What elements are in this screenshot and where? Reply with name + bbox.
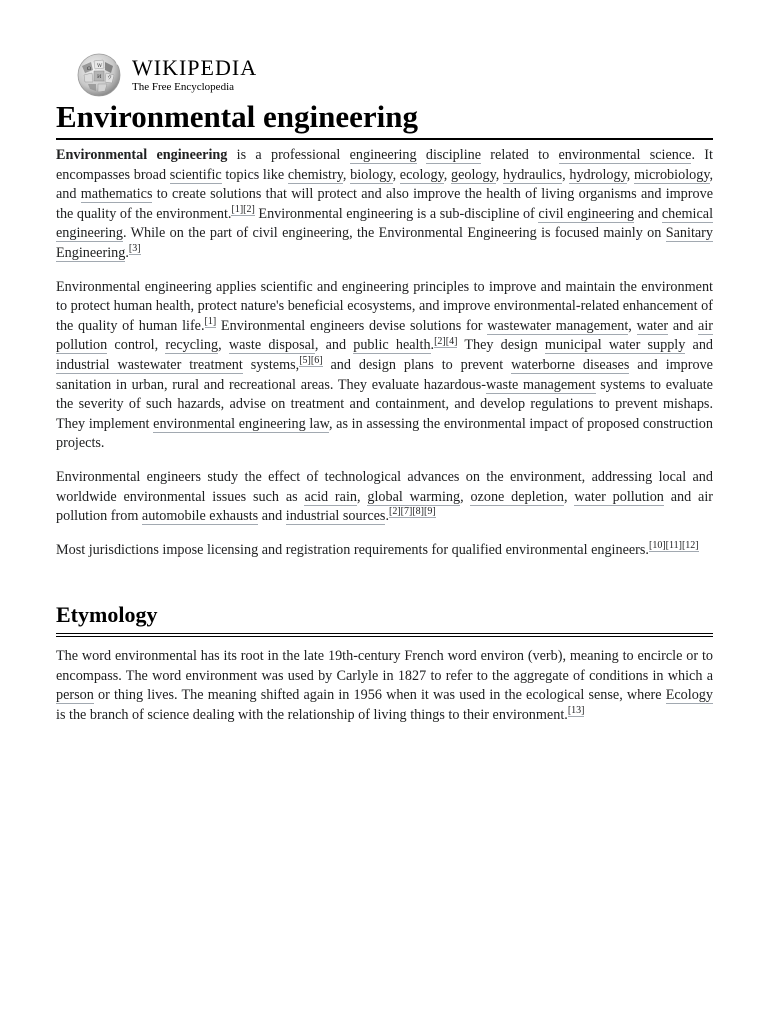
link-scientific[interactable]: scientific [169, 166, 222, 183]
citation [231, 204, 254, 216]
citation-link[interactable]: [2] [434, 335, 446, 347]
link-engineering[interactable]: engineering [349, 147, 417, 163]
paragraph-applications: Environmental engineering applies scientific and engineering principles to improve and maintain the environment to protect human health, protect nature's beneficial ecosystems, and improve environmental-related enhancement of the quality of human life.[1] Environmental engineers devise solutions for wastewater management, water and air pollution control, recycling, waste disposal, and public health.[2][4] They design municipal water supply and industrial wastewater treatment systems,[5][6] and design plans to prevent waterborne diseases and improve sanitation in urban, rural and recreational areas. They evaluate hazardous-waste management systems to evaluate the severity of such hazards, advise on treatment and containment, and develop regulations to prevent mishaps. They implement environmental engineering law, as in assessing the environmental impact of proposed construction projects. [56, 278, 714, 452]
citation-link[interactable]: [12] [681, 539, 699, 551]
article-content [56, 96, 713, 726]
citation-link[interactable]: [9] [424, 506, 436, 518]
link-environmental-engineering-law[interactable]: environmental engineering law [153, 415, 329, 432]
text: The word environmental has its root in the late 19th-century French word environ (verb), meaning to encircle or to encompass. The word environment was used by Carlyle in 1827 to refer to the aggregate of conditions in which a [56, 648, 713, 684]
link-industrial-wastewater-treatment[interactable]: industrial wastewater treatment [56, 356, 243, 373]
citation-link[interactable]: [5] [299, 355, 311, 367]
link-wastewater-management[interactable]: wastewater management [487, 317, 629, 334]
link-global-warming[interactable]: global warming [367, 488, 461, 505]
text: and air pollution from [56, 488, 714, 525]
logo-name: WIKIPEDIA [132, 55, 258, 80]
link-municipal-water-supply[interactable]: municipal water supply [544, 337, 686, 354]
text: Environmental engineering is a sub-discipline of [254, 205, 539, 222]
text: is the branch of science dealing with the relationship of living things to their environment. [56, 707, 568, 724]
link-acid-rain[interactable]: acid rain [304, 488, 357, 505]
link-waterborne-diseases[interactable]: waterborne diseases [511, 356, 630, 373]
citation [568, 705, 585, 717]
link-chemistry[interactable]: chemistry [287, 166, 343, 183]
link-mathematics[interactable]: mathematics [80, 186, 153, 203]
link-discipline[interactable]: discipline [425, 147, 482, 163]
citation [649, 540, 699, 552]
svg-text:Ω: Ω [87, 66, 92, 72]
text: . It encompasses broad [56, 147, 713, 183]
link-recycling[interactable]: recycling [165, 337, 219, 354]
citation-link[interactable]: [8] [412, 506, 425, 518]
text: and improve sanitation in urban, rural and recreational areas. They evaluate hazardous- [56, 356, 713, 393]
wikipedia-globe-icon[interactable] [74, 52, 124, 98]
link-microbiology[interactable]: microbiology [633, 166, 710, 183]
text: systems, [242, 356, 300, 373]
citation-link[interactable]: [2] [389, 506, 401, 518]
citation-link[interactable]: [3] [128, 243, 141, 255]
citation-link[interactable]: [2] [243, 204, 255, 216]
text: and [634, 205, 662, 222]
link-ozone-depletion[interactable]: ozone depletion [470, 488, 564, 505]
link-civil-engineering[interactable]: civil engineering [538, 205, 635, 222]
text: or thing lives. The meaning shifted again in 1956 when it was used in the ecological sense, where [93, 687, 666, 704]
link-automobile-exhausts[interactable]: automobile exhausts [141, 508, 259, 525]
citation [299, 355, 322, 367]
link-hydraulics[interactable]: hydraulics [503, 166, 563, 183]
citation [205, 316, 217, 328]
paragraph-licensing [56, 541, 713, 561]
link-person[interactable]: person [56, 687, 94, 704]
wikipedia-wordmark [132, 57, 257, 93]
link-industrial-sources[interactable]: industrial sources [285, 508, 386, 525]
link-sanitary-engineering[interactable]: Sanitary Engineering [56, 225, 713, 261]
citation-link[interactable]: [1] [204, 316, 217, 328]
svg-text:W: W [97, 63, 103, 69]
text: and design plans to prevent [322, 356, 512, 373]
citation-link[interactable]: [13] [567, 705, 585, 717]
link-waste-management[interactable]: waste management [486, 376, 596, 393]
citation-link[interactable]: [4] [445, 335, 458, 347]
wikipedia-header[interactable] [74, 52, 257, 98]
citation-link[interactable]: [7] [400, 506, 413, 518]
paragraph-intro: Environmental engineering is a professional engineering discipline related to environmental science. It encompasses broad scientific topics like chemistry, biology, ecology, geology, hydraulics, hydrology, microbiology, and mathematics to create solutions that will protect and also improve the health of living organisms and improve the quality of the environment.[1][2] Environmental engineering is a sub-discipline of civil engineering and chemical engineering. While on the part of civil engineering, the Environmental Engineering is focused mainly on Sanitary Engineering.[3] [56, 147, 714, 261]
link-ecology[interactable]: ecology [399, 166, 444, 183]
citation-link[interactable]: [11] [665, 539, 682, 551]
link-waste-disposal[interactable]: waste disposal [228, 337, 315, 354]
text: Environmental engineers devise solutions for [216, 317, 488, 334]
link-environmental-science[interactable]: environmental science [558, 147, 692, 163]
text: Most jurisdictions impose licensing and registration requirements for qualified environmental engineers. [56, 541, 649, 558]
link-chemical-engineering[interactable]: chemical engineering [56, 205, 714, 242]
text: , and [56, 166, 714, 203]
link-water[interactable]: water [636, 317, 669, 334]
logo-tagline: The Free Encyclopedia [132, 81, 235, 93]
citation [434, 336, 457, 348]
text: related to [481, 147, 559, 163]
bold-term: Environmental engineering [56, 147, 228, 163]
paragraph-issues: Environmental engineers study the effect of technological advances on the environment, addressing local and worldwide environmental issues such as acid rain, global warming, ozone depletion, water pollution and air pollution from automobile exhausts and industrial sources.[2][7][8][9] [56, 468, 714, 525]
page-title: Environmental engineering [56, 98, 713, 140]
text: They design [457, 337, 545, 354]
svg-text:ウ: ウ [107, 75, 113, 81]
link-hydrology[interactable]: hydrology [569, 166, 627, 183]
text: . While on the part of civil engineering, the Environmental Engineering is focused mainly on [122, 225, 666, 242]
text: Environmental engineering applies scientific and engineering principles to improve and maintain the environment to protect human health, protect nature's beneficial ecosystems, and improve environmental-related enhancement of the quality of human life. [56, 278, 713, 334]
citation [129, 243, 141, 255]
link-water-pollution[interactable]: water pollution [574, 488, 664, 505]
text: topics like [221, 166, 288, 183]
link-air-pollution[interactable]: air pollution [56, 317, 713, 354]
section-heading-etymology: Etymology [56, 600, 713, 637]
link-ecology-cap[interactable]: Ecology [665, 687, 713, 704]
text: to create solutions that will protect and also improve the health of living organisms and improve the quality of the environment. [56, 186, 713, 222]
link-biology[interactable]: biology [350, 166, 393, 183]
text: is a professional [227, 147, 350, 163]
link-geology[interactable]: geology [451, 166, 496, 183]
citation-link[interactable]: [10] [648, 539, 666, 551]
text: , as in assessing the environmental impact of proposed construction projects. [56, 415, 713, 452]
link-public-health[interactable]: public health [353, 337, 431, 354]
text: Environmental engineers study the effect of technological advances on the environment, addressing local and worldwide environmental issues such as [56, 468, 713, 505]
citation-link[interactable]: [1] [231, 204, 244, 216]
text: systems to evaluate the severity of such hazards, advise on treatment and containment, and develop regulations to prevent mishaps. They implement [56, 376, 713, 432]
paragraph-etymology [56, 647, 713, 725]
citation-link[interactable]: [6] [310, 355, 323, 367]
citation [389, 506, 436, 518]
text: control, [107, 337, 166, 354]
svg-text:И: И [97, 74, 102, 80]
